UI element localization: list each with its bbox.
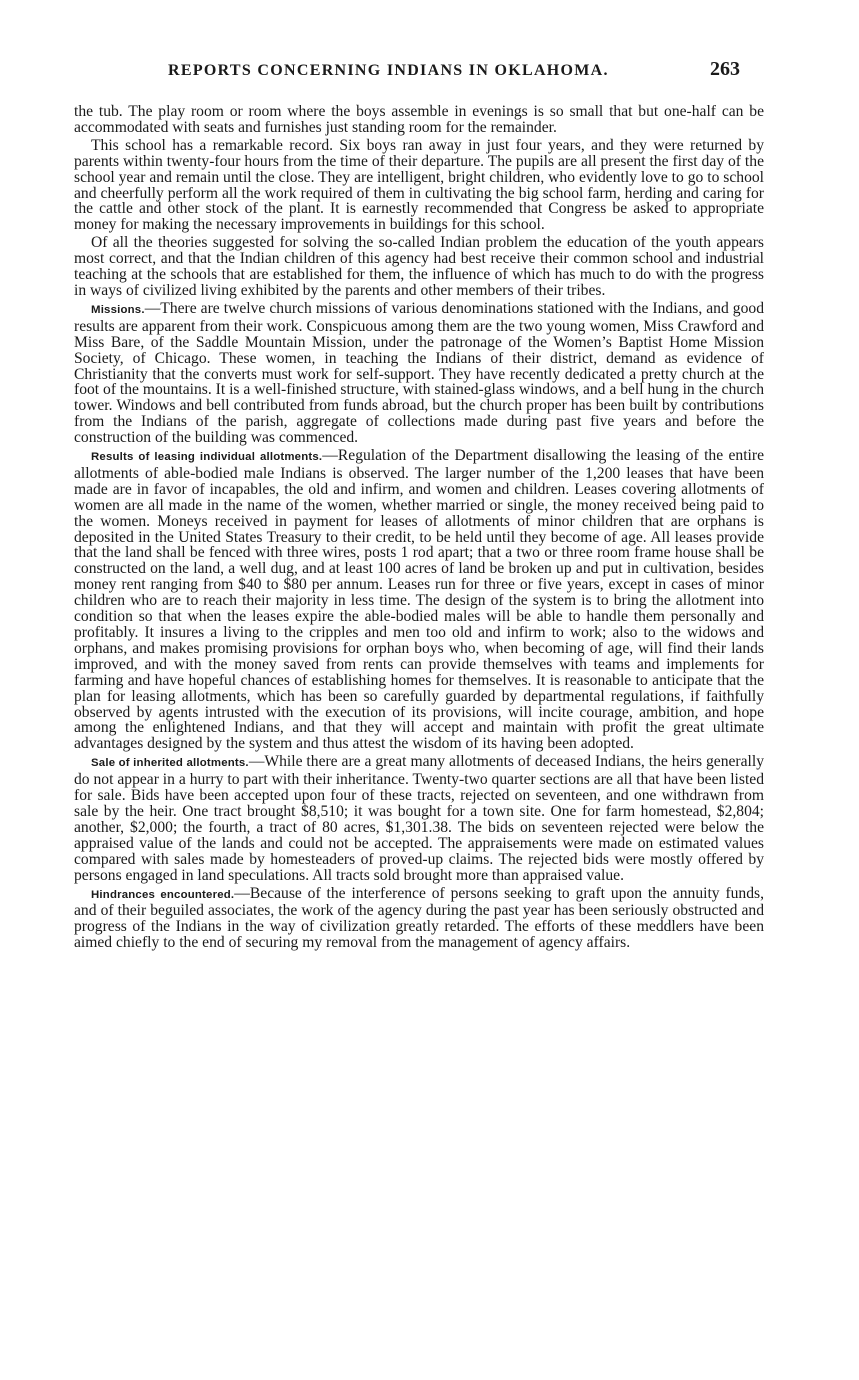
section-heading-missions: Missions. — [91, 303, 145, 316]
paragraph-text: —There are twelve church missions of various denominations stationed with the Indians, and good results are apparent from their work. Conspicuous among them are the two young women, Miss Crawford and Miss Bare, of the Saddle Mountain Mission, under the patronage of the Women’s Baptist Home Mission Society, of Chicago. These women, in teaching the Indians of their district, demand as evidence of Christianity that the converts must work for self-support. They have recently dedicated a pretty church at the foot of the mountains. It is a well-finished structure, with stained-glass windows, and a bell hung in the church tower. Windows and bell contributed from funds abroad, but the church proper has been built by contributions from the Indians of the parish, aggregate of collections made during past five years and before the construction of the building was commenced. — [74, 299, 764, 447]
paragraph-text: the tub. The play room or room where the boys assemble in evenings is so small that but one-half can be accommodated with seats and furnishes just standing room for the remainder. — [74, 103, 764, 136]
running-header — [0, 58, 859, 88]
paragraph-hindrances — [74, 886, 764, 952]
section-heading-inherited: Sale of inherited allotments. — [91, 757, 249, 770]
paragraph-text: —Because of the interference of persons seeking to graft upon the annuity funds, and of their beguiled associates, the work of the agency during the past year has been seriously obstructed and progress of the Indians in the way of civilization greatly retarded. The efforts of these meddlers have been aimed chiefly to the end of securing my removal from the management of agency affairs. — [74, 884, 764, 952]
paragraph-missions — [74, 301, 764, 446]
body-text — [74, 104, 764, 951]
paragraph-text: This school has a remarkable record. Six boys ran away in just four years, and they were returned by parents within twenty-four hours from the time of their departure. The pupils are all present the first day of the school year and remain until the close. They are intelligent, bright children, who evidently love to go to school and cheerfully perform all the work required of them in cultivating the big school farm, herding and caring for the cattle and other stock of the plant. It is earnestly recommended that Congress be asked to appropriate money for making the necessary improvements in buildings for this school. — [74, 136, 764, 234]
paragraph-text: —Regulation of the Department disallowing the leasing of the entire allotments of able-bodied male Indians is observed. The larger number of the 1,200 leases that have been made are in favor of incapables, the old and infirm, and women and children. Leases covering allotments of women are all made in the name of the women, whether married or single, the money received being paid to the women. Moneys received in payment for leases of allotments of minor children that are orphans is deposited in the United States Treasury to their credit, to be held until they become of age. All leases provide that the land shall be fenced with three wires, posts 1 rod apart; that a two or three room frame house shall be constructed on the land, a well dug, and at least 100 acres of land be broken up and put in cultivation, besides money rent ranging from $40 to $80 per annum. Leases run for three or five years, except in cases of minor children who are to reach their majority in less time. The design of the system is to bring the allotment into condition so that when the leases expire the able-bodied males will be able to handle them personally and profitably. It insures a living to the cripples and men too old and infirm to work; also to the widows and orphans, and makes promising provisions for orphan boys who, when becoming of age, will find their lands improved, and with the money saved from rents can provide themselves with teams and implements for farming and have hopeful chances of establishing homes for themselves. It is reasonable to anticipate that the plan for leasing allotments, which has been so carefully guarded by departmental regulations, if faithfully observed by agents intrusted with the execution of its provisions, will incite courage, ambition, and hope among the enlightened Indians, and that they will accept and maintain with profit the great ultimate advantages designed by the system and thus attest the wisdom of its having been adopted. — [74, 447, 765, 753]
paragraph-text: —While there are a great many allotments of deceased Indians, the heirs generally do not appear in a hurry to part with their inheritance. Twenty-two quarter sections are all that have been listed for sale. Bids have been accepted upon four of these tracts, rejected on seventeen, and one withdrawn from sale by the heir. One tract brought $8,510; it was bought for a town site. One for farm homestead, $2,804; another, $2,000; the fourth, a tract of 80 acres, $1,301.38. The bids on seventeen rejected were below the appraised value of the lands and could not be accepted. The appraisements were made on estimated values compared with sales made by homesteaders of proved-up claims. The rejected bids were mostly offered by persons engaged in land speculations. All tracts sold brought more than appraised value. — [74, 753, 764, 884]
paragraph-school-record — [74, 138, 764, 233]
page-number: 263 — [710, 58, 740, 80]
section-heading-hindrances: Hindrances encountered. — [91, 888, 235, 901]
paragraph-inherited-allotments — [74, 754, 764, 883]
paragraph-continued — [74, 104, 764, 136]
paragraph-education-theory — [74, 235, 764, 299]
section-heading-leasing: Results of leasing individual allotments. — [91, 451, 323, 464]
paragraph-leasing-results — [74, 448, 764, 752]
running-title: REPORTS CONCERNING INDIANS IN OKLAHOMA. — [168, 62, 609, 79]
paragraph-text: Of all the theories suggested for solving the so-called Indian problem the education of the youth appears most correct, and that the Indian children of this agency had best receive their common school and industrial teaching at the schools that are established for them, the influence of which has much to do with the progress in ways of civilized living exhibited by the parents and other members of their tribes. — [74, 234, 764, 299]
